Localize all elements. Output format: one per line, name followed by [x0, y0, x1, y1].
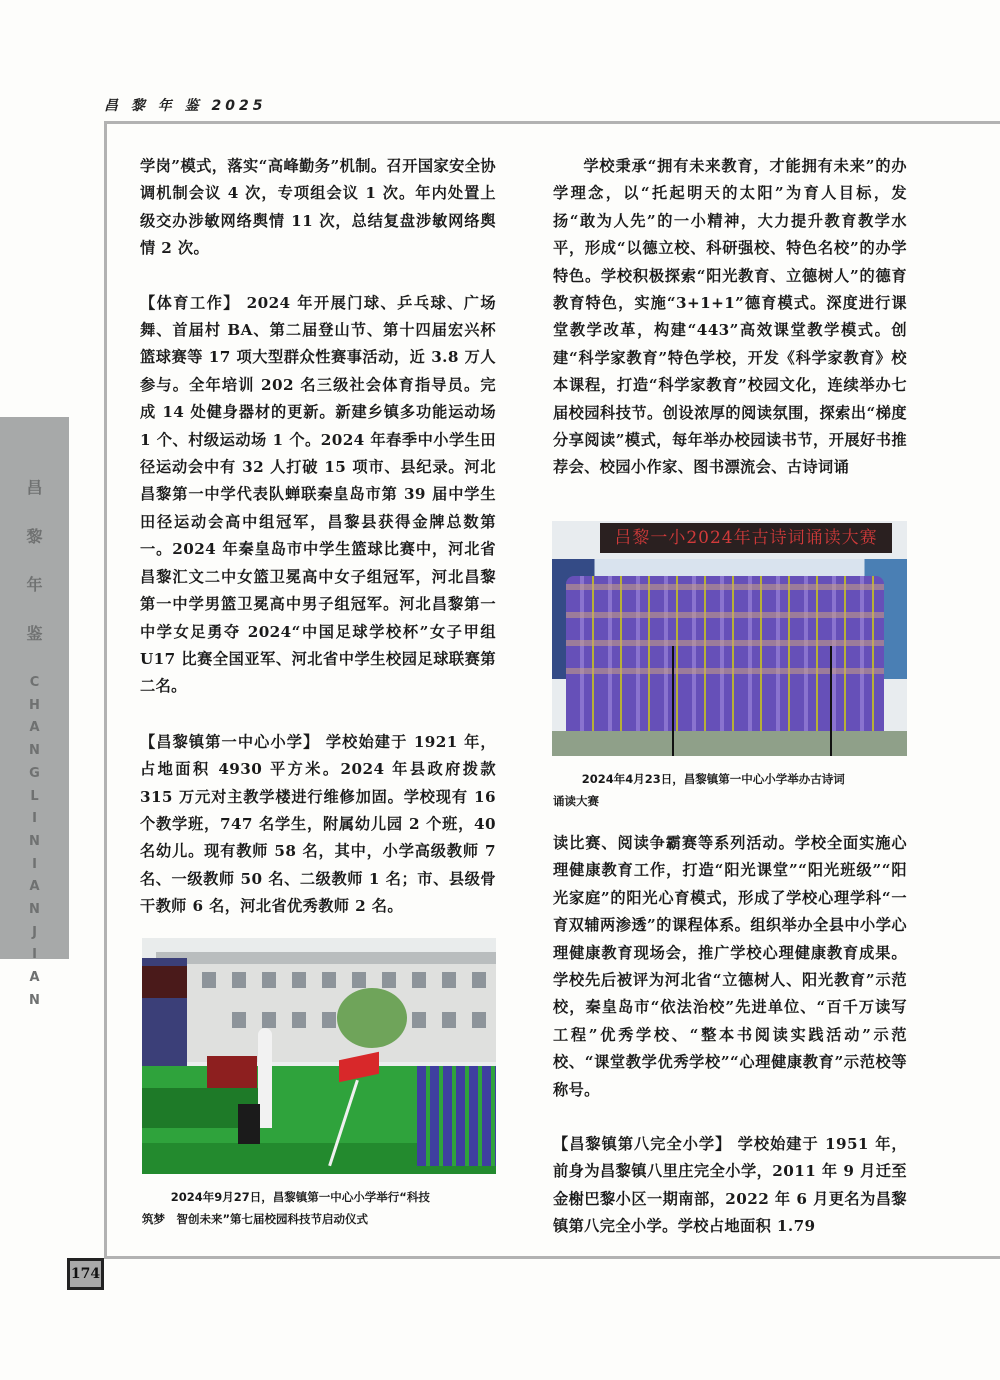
caption-line: 筑梦 智创未来”第七届校园科技节启动仪式 — [142, 1212, 369, 1226]
school1-body: 学校始建于 1921 年，占地面积 4930 平方米。2024 年县政府拨款 315 万元对主教学楼进行维修加固。学校现有 16 个教学班，747 名学生，附属幼儿园 2 个班，40 名幼儿。现有教师 58 名，其中，小学高级教师 7 名、一级教师 50 名、二级教师 1 名；市、县级骨干教师 6 名，河北省优秀教师 2 名。 — [140, 732, 497, 916]
pinyin-letter: A — [29, 970, 40, 986]
school8-body: 学校始建于 1951 年，前身为昌黎镇八里庄完全小学，2011 年 9 月迁至金榭巴黎小区一期南部，2022 年 6 月更名为昌黎镇第八完全小学。学校占地面积 1.79 — [553, 1135, 908, 1236]
pinyin-letter: N — [29, 743, 40, 759]
pinyin-letter: I — [32, 856, 37, 872]
right-column-bottom — [553, 830, 907, 1241]
school1-section — [140, 729, 496, 921]
side-tab-char: 黎 — [26, 527, 43, 546]
pinyin-letter: N — [29, 833, 40, 849]
rocket-model — [258, 1028, 272, 1128]
photo-poetry-recital — [552, 521, 907, 756]
right-paragraph-2: 读比赛、阅读争霸赛等系列活动。学校全面实施心理健康教育工作，打造“阳光课堂”“阳光班级”“阳光家庭”的阳光心育模式，形成了学校心理学科“一育双辅两渗透”的课程体系。组织举办全县中小学心理健康教育现场会，推广学校心理健康教育成果。学校先后被评为河北省“立德树人、阳光教育”示范校，秦皇岛市“依法治校”先进单位、“百千万读写工程”优秀学校、“整本书阅读实践活动”示范校、“课堂教学优秀学校”“心理健康教育”示范校等称号。 — [553, 834, 907, 1099]
caption-line: 2024年9月27日，昌黎镇第一中心小学举行“科技 — [170, 1190, 430, 1204]
pinyin-letter: A — [29, 720, 40, 736]
side-tab-char: 鉴 — [26, 624, 43, 643]
sports-section — [140, 290, 496, 701]
caption-line: 诵读大赛 — [553, 794, 599, 808]
frame-top-rule — [104, 121, 1000, 124]
led-banner: 吕黎一小2024年古诗词诵读大赛 — [600, 523, 892, 553]
side-tab-pinyin — [0, 672, 69, 1013]
left-column — [140, 153, 496, 921]
pinyin-letter: I — [32, 947, 37, 963]
sports-body: 2024 年开展门球、乒乓球、广场舞、首届村 BA、第二届登山节、第十四届宏兴杯篮球赛等 17 项大型群众性赛事活动，近 3.8 万人参与。全年培训 202 名三级社会体育指导员。完成 14 处健身器材的更新。新建乡镇多功能运动场 1 个、村级运动场 1 个。2024 年春季中小学生田径运动会中有 32 人打破 15 项市、县纪录。河北昌黎第一中学代表队蝉联秦皇岛市第 39 届中学生田径运动会高中组冠军，昌黎县获得金牌总数第一。2024 年秦皇岛市中学生篮球比赛中，河北省昌黎汇文二中女篮卫冕高中女子组冠军，河北昌黎第一中学男篮卫冕高中男子组冠军。河北昌黎第一中学女足勇夺 2024“中国足球学校杯”女子甲组 U17 比赛全国亚军、河北省中学生校园足球联赛第二名。 — [140, 293, 497, 696]
side-tab — [0, 417, 69, 1008]
section-heading-school8: 【昌黎镇第八完全小学】 — [553, 1135, 732, 1154]
school8-section — [553, 1131, 907, 1241]
intro-paragraph: 学岗”模式，落实“高峰勤务”机制。召开国家安全协调机制会议 4 次，专项组会议 1 次。年内处置上级交办涉敏网络舆情 11 次，总结复盘涉敏网络舆情 2 次。 — [140, 157, 496, 258]
pinyin-letter: G — [29, 765, 40, 781]
right-paragraph-1: 学校秉承“拥有未来教育，才能拥有未来”的办学理念，以“托起明天的太阳”为育人目标，发扬“敢为人先”的一小精神，大力提升教育教学水平，形成“以德立校、科研强校、特色名校”的办学特色。学校积极探索“阳光教育、立德树人”的德育教育特色，实施“3+1+1”德育模式。深度进行课堂教学改革，构建“443”高效课堂教学模式。创建“科学家教育”特色学校，开发《科学家教育》校本课程，打造“科学家教育”校园文化，连续举办七届校园科技节。创设浓厚的阅读氛围，探索出“梯度分享阅读”模式，每年举办校园读书节，开展好书推荐会、校园小作家、图书漂流会、古诗词诵 — [553, 157, 907, 477]
side-tab-char: 昌 — [26, 478, 43, 497]
section-heading-school1: 【昌黎镇第一中心小学】 — [140, 732, 320, 751]
pinyin-letter: I — [32, 811, 37, 827]
right-column-top — [553, 153, 907, 482]
frame-bottom-rule — [104, 1256, 1000, 1259]
running-head: 昌 黎 年 鉴 2025 — [104, 98, 267, 114]
caption-line: 2024年4月23日，昌黎镇第一中心小学举办古诗词 — [581, 772, 845, 786]
frame-left-rule — [104, 121, 107, 1259]
photo2-caption — [553, 768, 913, 812]
pinyin-letter: L — [30, 788, 39, 804]
side-tab-char: 年 — [26, 575, 43, 594]
pinyin-letter: J — [32, 924, 37, 940]
page-number: 174 — [67, 1258, 104, 1290]
pinyin-letter: A — [29, 879, 40, 895]
pinyin-letter: N — [29, 902, 40, 918]
section-heading-sports: 【体育工作】 — [140, 293, 240, 312]
pinyin-letter: H — [29, 697, 40, 713]
photo1-caption — [142, 1186, 502, 1230]
pinyin-letter: C — [29, 675, 40, 690]
pinyin-letter: N — [29, 992, 40, 1008]
photo-science-festival — [142, 938, 496, 1174]
